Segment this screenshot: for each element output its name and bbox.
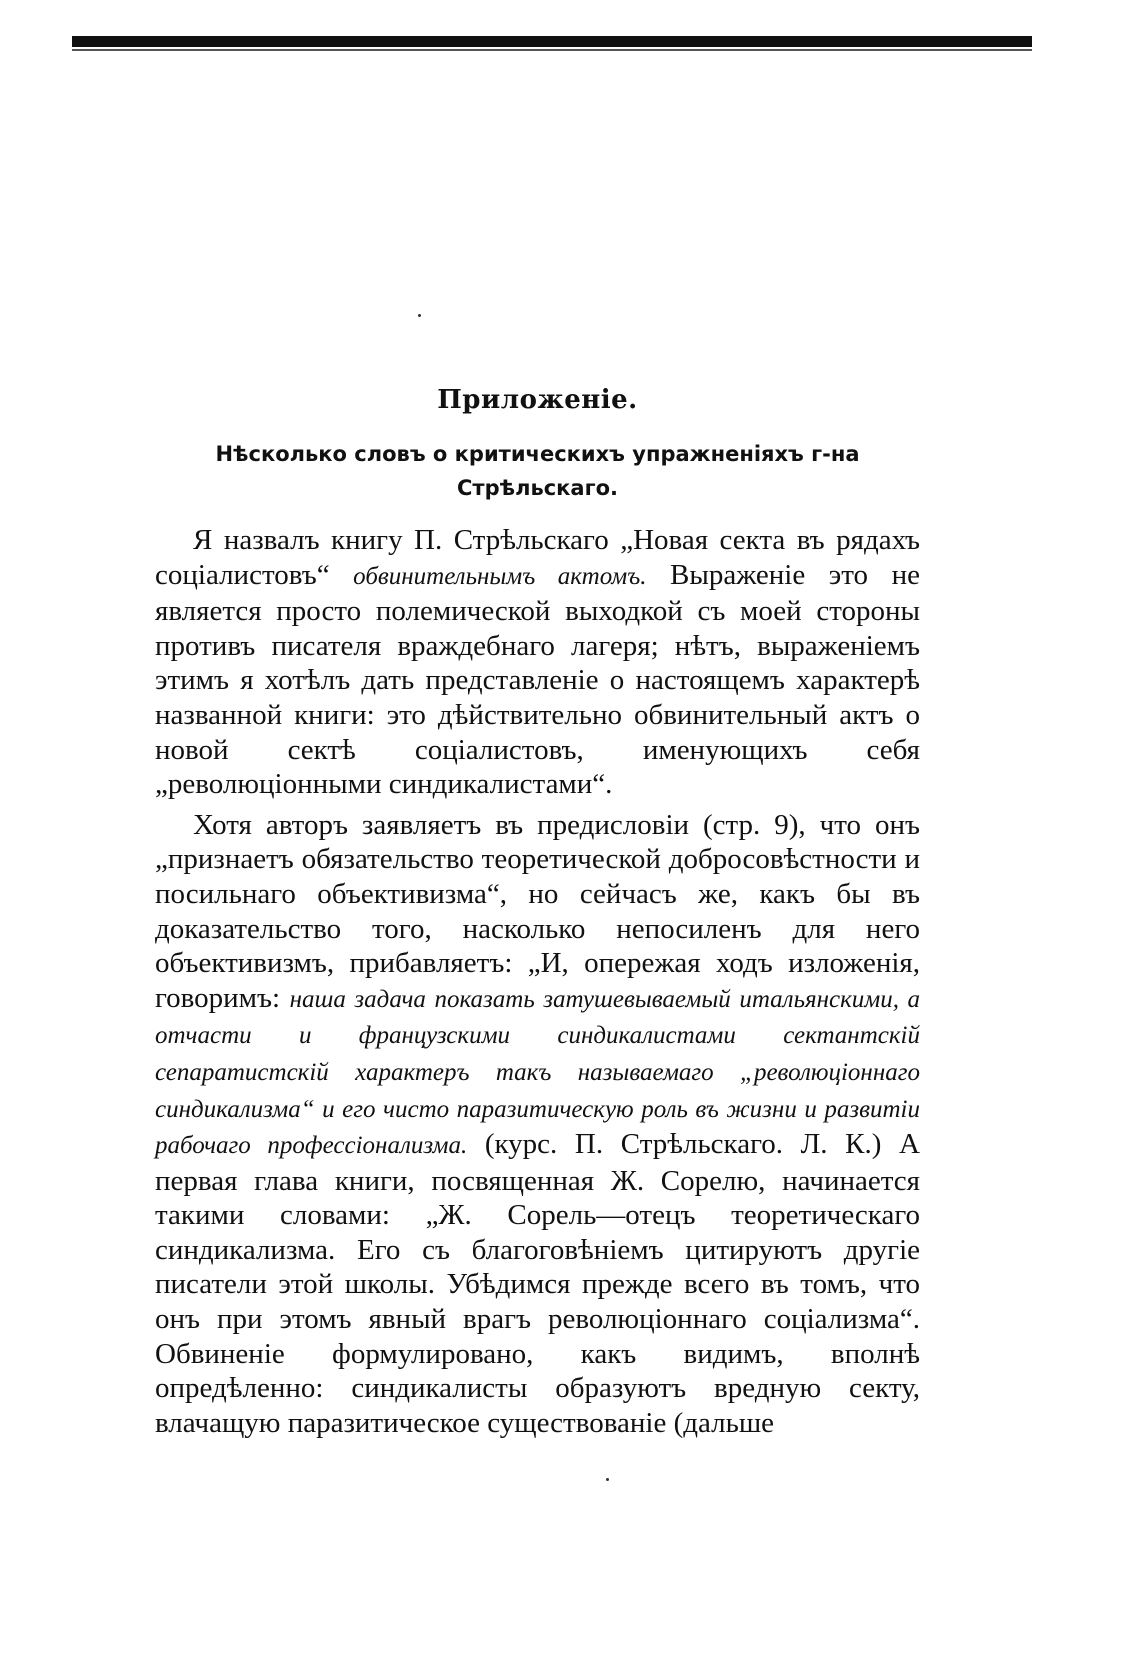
paragraph-text: Хотя авторъ заявляетъ въ предисловiи (стр. 9), что онъ „признаетъ обязательство теоретической добросовѣстности и посильнаго объективизма“, но сейчасъ же, какъ бы въ доказательство того, насколько непосиленъ для него объективизмъ, прибавляетъ: „И, опережая ходъ изложенiя, говоримъ:: [155, 808, 920, 1014]
page-body: [155, 385, 920, 1440]
appendix-heading: Приложенiе.: [437, 385, 638, 415]
paragraph-text: Я назвалъ книгу П. Стрѣльскаго „Новая секта въ рядахъ соцiалистовъ“: [155, 524, 920, 591]
paragraph-text: Выраженiе это не является просто полемической выходкой съ моей стороны противъ писателя враждебнаго лагеря; нѣтъ, выраженiемъ этимъ я хотѣлъ дать представленiе о настоящемъ характерѣ названной книги: это дѣйствительно обвинительный актъ о новой сектѣ соцiалистовъ, именующихъ себя „революцiонными синдикалистами“.: [155, 558, 920, 801]
paragraph-text: (курс. П. Стрѣльскаго. Л. К.) А первая глава книги, посвященная Ж. Сорелю, начинается такими словами: „Ж. Сорель—отецъ теоретическаго синдикализма. Его съ благоговѣнiемъ цитируютъ другiе писатели этой школы. Убѣдимся прежде всего въ томъ, что онъ при этомъ явный врагъ революцiоннаго соцiализма“. Обвиненiе формулировано, какъ видимъ, вполнѣ опредѣленно: синдикалисты образуютъ вредную секту, влачащую паразитическое существованiе (дальше: [155, 1128, 920, 1439]
appendix-subheading: Нѣсколько словъ о критическихъ упражненiяхъ г-на Стрѣльскаго.: [215, 442, 860, 500]
paragraph-italic-text: обвинительнымъ актомъ.: [353, 562, 647, 590]
paragraph: [155, 523, 920, 802]
paragraph: [155, 808, 920, 1441]
top-scan-rule: [72, 36, 1032, 47]
paragraph-italic-text: наша задача показать затушевываемый итальянскими, а отчасти и французскими синдикалистами сектантскiй сепаратистскiй характеръ такъ называемаго „революцiоннаго синдикализма“ и его чисто паразитическую роль въ жизни и развитiи рабочаго профессiонализма.: [155, 985, 920, 1160]
scan-speck: [418, 314, 421, 317]
top-scan-rule-thin: [72, 49, 1032, 51]
scan-speck: [606, 1478, 609, 1481]
